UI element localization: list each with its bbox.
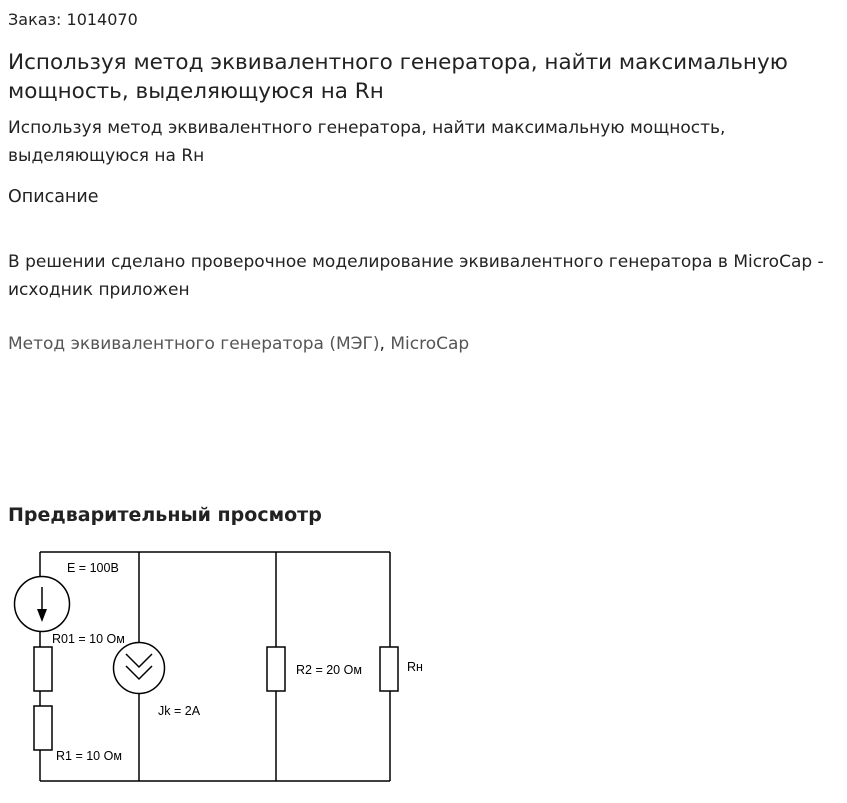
order-number: Заказ: 1014070 xyxy=(8,10,138,29)
description-heading: Описание xyxy=(8,187,99,207)
description-text: В решении сделано проверочное моделирование эквивалентного генератора в MicroCap - исходник приложен xyxy=(8,252,824,300)
label-jk: Jk = 2A xyxy=(158,704,201,718)
preview-heading: Предварительный просмотр xyxy=(8,504,322,526)
label-rn: Rн xyxy=(407,660,423,674)
label-r01: R01 = 10 Ом xyxy=(52,632,125,646)
circuit-diagram xyxy=(0,540,440,790)
tag-link-meg[interactable]: Метод эквивалентного генератора (МЭГ) xyxy=(8,334,380,354)
task-summary: Используя метод эквивалентного генератора, найти максимальную мощность, выделяющуюся на Rн xyxy=(8,118,726,166)
label-r2: R2 = 20 Ом xyxy=(296,663,362,677)
label-e: E = 100В xyxy=(67,561,119,575)
tag-separator: , xyxy=(379,334,385,354)
circuit-preview-image xyxy=(0,540,440,790)
resistor-rn xyxy=(380,647,398,691)
voltage-source-arrowhead-icon xyxy=(37,609,47,622)
resistor-r1 xyxy=(34,706,52,750)
tag-list xyxy=(8,334,469,354)
resistor-r2 xyxy=(267,647,285,691)
page-title: Используя метод эквивалентного генератора, найти максимальную мощность, выделяющуюся на Rн xyxy=(8,50,788,104)
label-r1: R1 = 10 Ом xyxy=(56,749,122,763)
resistor-r01 xyxy=(34,647,52,691)
current-source-chevron-1-icon xyxy=(126,654,152,667)
tag-link-microcap[interactable]: MicroCap xyxy=(390,334,470,354)
